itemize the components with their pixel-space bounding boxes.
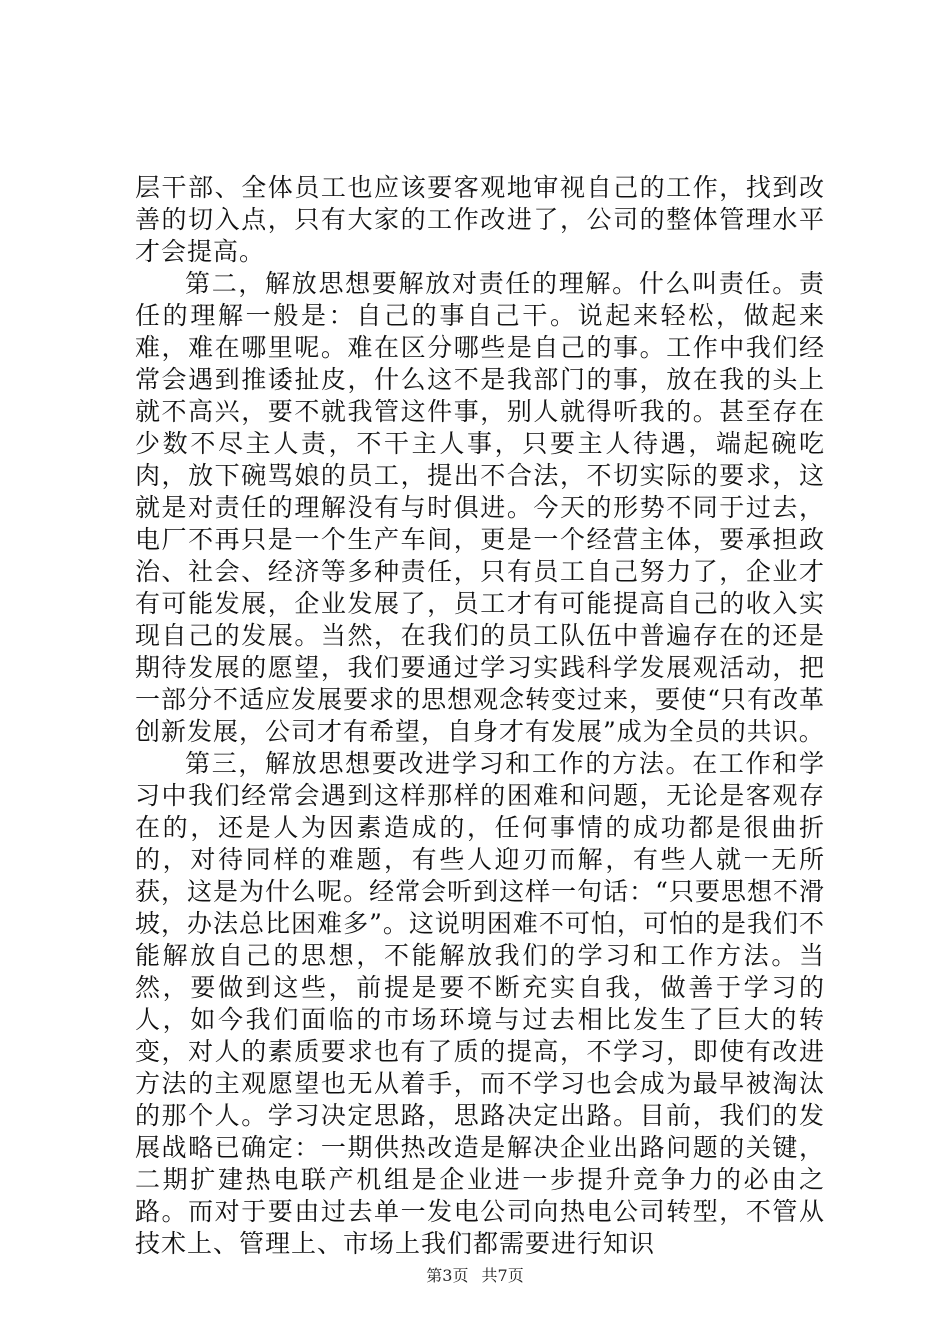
paragraph-continuation: 层干部、全体员工也应该要客观地审视自己的工作，找到改善的切入点，只有大家的工作改进了，公司的整体管理水平才会提高。 [135,173,825,266]
page-number: 第3页 [426,1266,469,1285]
paragraph-second-point: 第二，解放思想要解放对责任的理解。什么叫责任。责任的理解一般是：自己的事自己干。说起来轻松，做起来难，难在哪里呢。难在区分哪些是自己的事。工作中我们经常会遇到推诿扯皮，什么这不是我部门的事，放在我的头上就不高兴，要不就我管这件事，别人就得听我的。甚至存在少数不尽主人责，不干主人事，只要主人待遇，端起碗吃肉，放下碗骂娘的员工，提出不合法，不切实际的要求，这就是对责任的理解没有与时俱进。今天的形势不同于过去，电厂不再只是一个生产车间，更是一个经营主体，要承担政治、社会、经济等多种责任，只有员工自己努力了，企业才有可能发展，企业发展了，员工才有可能提高自己的收入实现自己的发展。当然，在我们的员工队伍中普遍存在的还是期待发展的愿望，我们要通过学习实践科学发展观活动，把一部分不适应发展要求的思想观念转变过来，要使“只有改革创新发展，公司才有希望，自身才有发展”成为全员的共识。 [135,269,825,746]
document-body [135,172,825,1260]
page-footer [0,1266,950,1286]
paragraph-third-point: 第三，解放思想要改进学习和工作的方法。在工作和学习中我们经常会遇到这样那样的困难和问题，无论是客观存在的，还是人为因素造成的，任何事情的成功都是很曲折的，对待同样的难题，有些人迎刃而解，有些人就一无所获，这是为什么呢。经常会听到这样一句话：“只要思想不滑坡，办法总比困难多”。这说明困难不可怕，可怕的是我们不能解放自己的思想，不能解放我们的学习和工作方法。当然，要做到这些，前提是要不断充实自我，做善于学习的人，如今我们面临的市场环境与过去相比发生了巨大的转变，对人的素质要求也有了质的提高，不学习，即使有改进方法的主观愿望也无从着手，而不学习也会成为最早被淘汰的那个人。学习决定思路，思路决定出路。目前，我们的发展战略已确定：一期供热改造是解决企业出路问题的关键，二期扩建热电联产机组是企业进一步提升竞争力的必由之路。而对于要由过去单一发电公司向热电公司转型，不管从技术上、管理上、市场上我们都需要进行知识 [135,749,825,1258]
page-count: 共7页 [481,1266,524,1285]
